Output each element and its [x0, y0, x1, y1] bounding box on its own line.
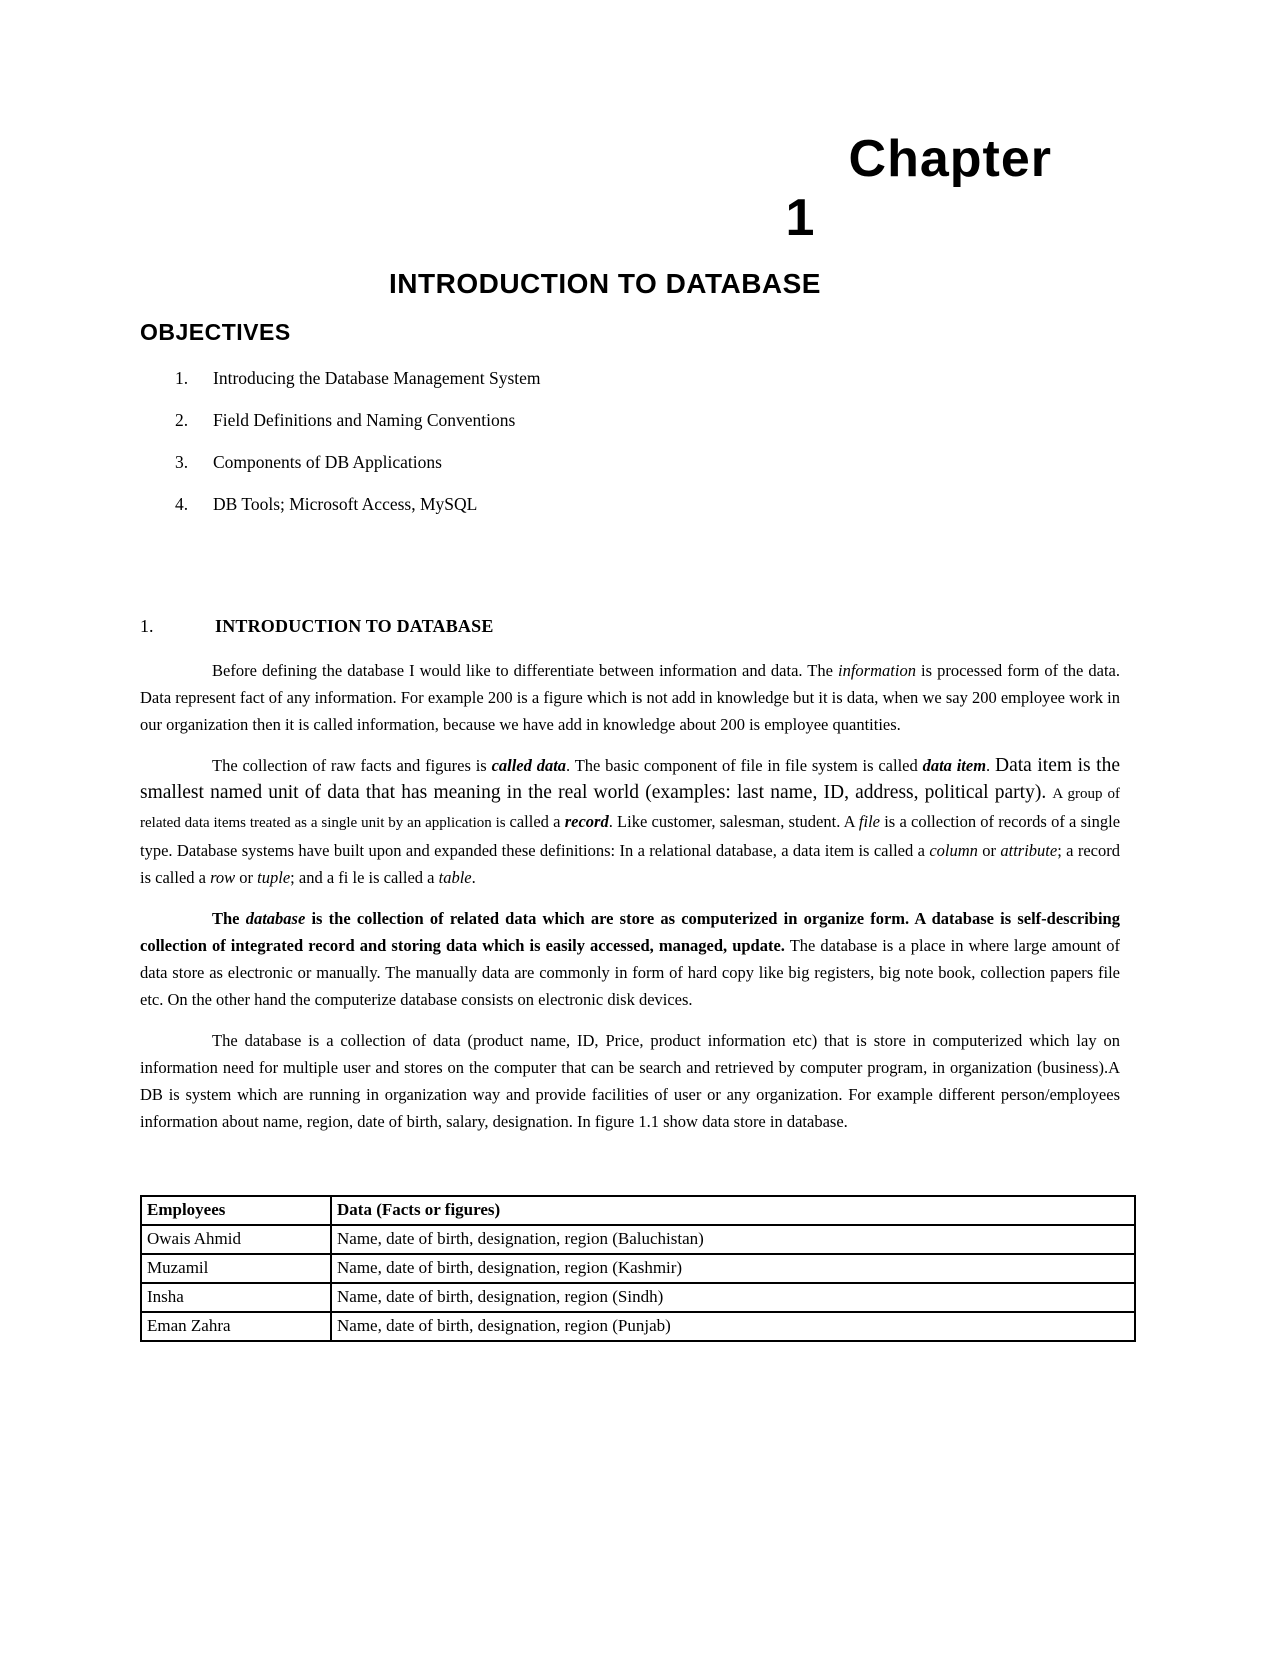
- document-title: INTRODUCTION TO DATABASE: [389, 267, 821, 299]
- document-content: [0, 130, 1280, 1342]
- objective-number: 4.: [175, 494, 189, 515]
- text-run: A group of related data items treated as a single unit by an application is: [140, 785, 1121, 831]
- chapter-heading: Chapter: [848, 130, 1052, 188]
- objective-number: 1.: [175, 368, 189, 389]
- objective-item: [140, 368, 1120, 389]
- table-row: [141, 1254, 1135, 1283]
- table-row: [141, 1225, 1135, 1254]
- text-run: . The basic component of file in file system is called: [566, 755, 923, 775]
- paragraph-3: [140, 905, 1120, 1013]
- text-run: row: [210, 867, 236, 887]
- table-cell-data: Name, date of birth, designation, region (Sindh): [331, 1283, 1135, 1312]
- paragraph-4: [140, 1027, 1120, 1135]
- table-header-data: Data (Facts or figures): [331, 1196, 1135, 1225]
- text-run: The database is a collection of data (product name, ID, Price, product information etc) that is store in computerized which lay on information need for multiple user and stores on the computer that can be search and retrieved by computer program, in organization (business).A DB is system which are running in organization way and provide facilities of user or any organization. For example different person/employees information about name, region, date of birth, salary, designation. In figure 1.1 show data store in database.: [140, 1030, 1120, 1131]
- table-row: [141, 1283, 1135, 1312]
- objective-text: Components of DB Applications: [213, 452, 442, 473]
- text-run: Data item is the smallest named unit of data that has meaning in the real world (examples: last name, ID, address, political party).: [140, 754, 1121, 803]
- text-run: file: [858, 811, 880, 831]
- text-run: tuple: [257, 867, 291, 887]
- objective-number: 2.: [175, 410, 189, 431]
- objective-item: [140, 452, 1120, 473]
- employees-table-head: [141, 1196, 1135, 1225]
- text-run: is a collection of records of a single type. Database systems have built upon and expanded these definitions: In a relational database, a data item is called a: [140, 811, 1121, 860]
- table-row: [141, 1312, 1135, 1341]
- table-header-row: [141, 1196, 1135, 1225]
- text-run: .: [471, 867, 476, 887]
- text-run: called a: [509, 811, 565, 831]
- table-cell-employee: Insha: [141, 1283, 331, 1312]
- text-run: record: [564, 811, 609, 831]
- objectives-list: [140, 368, 1120, 515]
- employees-table: [140, 1195, 1136, 1342]
- text-run: information: [838, 660, 916, 680]
- text-run: is the collection of related data which are store as computerized in organize form. A database is self-describing collection of integrated record and storing data which is easily accessed, managed, update.: [140, 908, 1120, 955]
- text-run: ; a record is called a: [140, 840, 1121, 887]
- text-run: or: [235, 867, 258, 887]
- text-run: database: [245, 908, 306, 928]
- text-run: .: [986, 755, 995, 775]
- objective-item: [140, 410, 1120, 431]
- objectives-heading: OBJECTIVES: [140, 318, 291, 345]
- table-cell-data: Name, date of birth, designation, region (Punjab): [331, 1312, 1135, 1341]
- table-cell-data: Name, date of birth, designation, region (Baluchistan): [331, 1225, 1135, 1254]
- text-run: column: [929, 840, 978, 860]
- text-run: Before defining the database I would like to differentiate between information and data. The: [212, 660, 839, 680]
- text-run: called data: [491, 755, 567, 775]
- section-number: 1.: [140, 616, 154, 637]
- objective-text: Introducing the Database Management System: [213, 368, 541, 389]
- objective-text: DB Tools; Microsoft Access, MySQL: [213, 494, 478, 515]
- text-run: The: [212, 908, 246, 928]
- table-cell-employee: Owais Ahmid: [141, 1225, 331, 1254]
- table-cell-employee: Eman Zahra: [141, 1312, 331, 1341]
- objective-number: 3.: [175, 452, 189, 473]
- text-run: . Like customer, salesman, student. A: [608, 811, 859, 831]
- table-cell-data: Name, date of birth, designation, region (Kashmir): [331, 1254, 1135, 1283]
- text-run: The collection of raw facts and figures is: [212, 755, 492, 775]
- text-run: The database is a place in where large amount of data store as electronic or manually. The manually data are commonly in form of hard copy like big registers, big note book, collection papers file etc. On the other hand the computerize database consists on electronic disk devices.: [140, 935, 1120, 1009]
- table-header-employees: Employees: [141, 1196, 331, 1225]
- chapter-number: 1: [785, 188, 815, 247]
- section-heading: [140, 615, 1120, 638]
- objective-item: [140, 494, 1120, 515]
- text-run: is processed form of the data. Data represent fact of any information. For example 200 is a figure which is not add in knowledge but it is data, when we say 200 employee work in our organization then it is called information, because we have add in knowledge about 200 is employee quantities.: [140, 660, 1120, 734]
- table-cell-employee: Muzamil: [141, 1254, 331, 1283]
- text-run: ; and a fi le is called a: [290, 867, 439, 887]
- employees-table-body: [141, 1225, 1135, 1341]
- text-run: or: [977, 840, 1001, 860]
- paragraph-1: [140, 657, 1120, 738]
- text-run: attribute: [1000, 840, 1058, 860]
- section-title: INTRODUCTION TO DATABASE: [215, 616, 494, 637]
- objective-text: Field Definitions and Naming Conventions: [213, 410, 516, 431]
- text-run: table: [438, 867, 472, 887]
- paragraph-2: [140, 752, 1120, 891]
- text-run: data item: [922, 755, 987, 775]
